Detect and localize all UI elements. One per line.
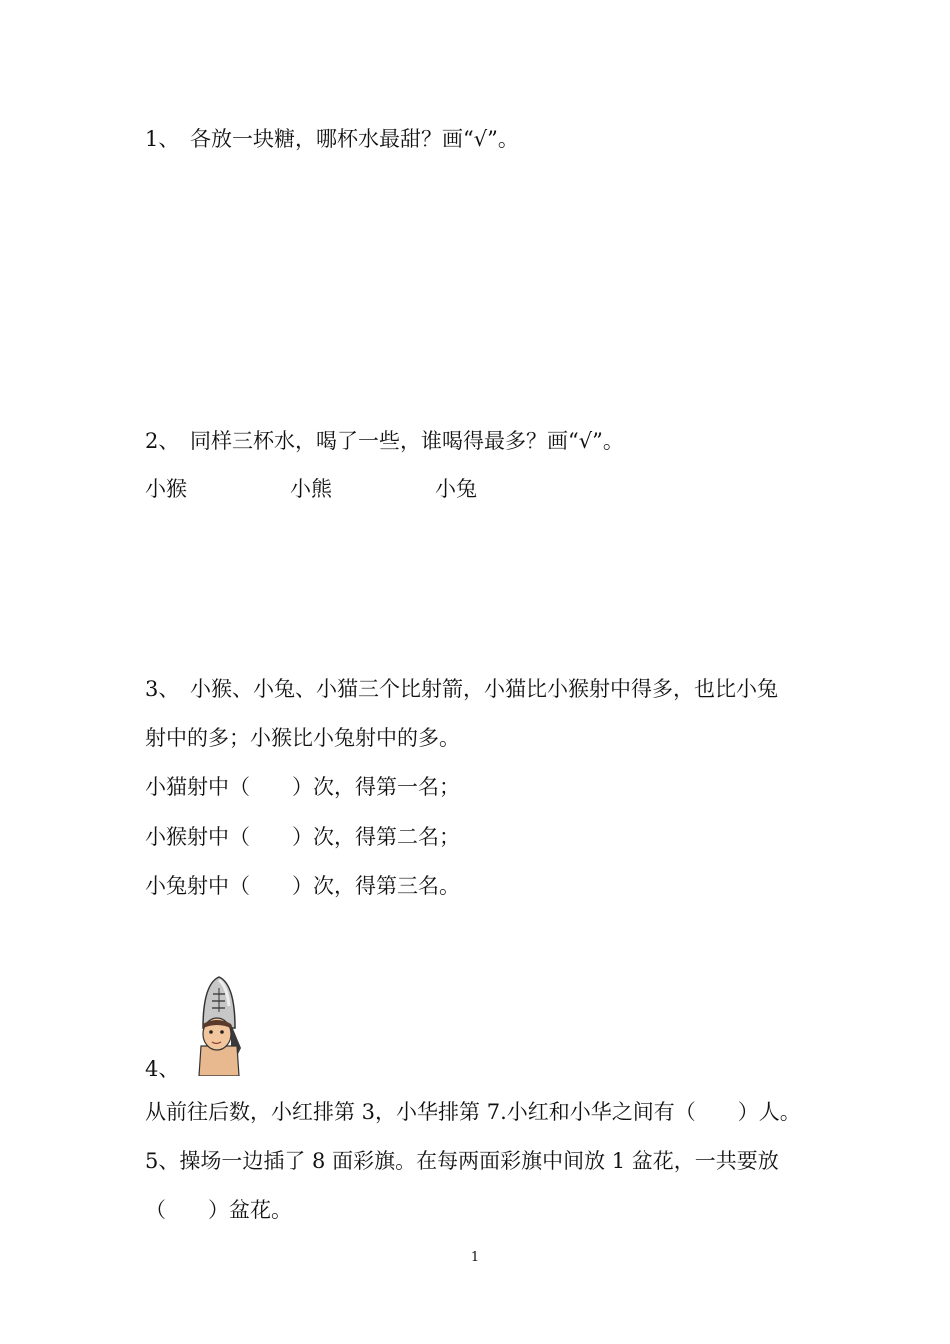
- question-2-number: 2、: [145, 429, 180, 453]
- question-3-number: 3、: [145, 677, 180, 701]
- question-1: [145, 123, 519, 153]
- question-4-text: 从前往后数，小红排第 3，小华排第 7.小红和小华之间有（ ）人。: [145, 1100, 801, 1124]
- question-2-text: 同样三杯水，喝了一些，谁喝得最多？画“√”。: [190, 429, 624, 453]
- question-3-answer-1: 小猫射中（ ）次，得第一名；: [145, 775, 460, 799]
- question-4-number: 4、: [145, 1057, 180, 1081]
- question-3-answer-2: 小猴射中（ ）次，得第二名；: [145, 825, 460, 849]
- question-5-line1: 5、操场一边插了 8 面彩旗。在每两面彩旗中间放 1 盆花，一共要放: [145, 1149, 779, 1173]
- question-3-line1: 小猴、小兔、小猫三个比射箭，小猫比小猴射中得多，也比小兔: [190, 677, 778, 701]
- question-5-line2: （ ）盆花。: [145, 1198, 292, 1222]
- page-number: 1: [470, 1250, 480, 1265]
- name-bear: 小熊: [290, 477, 332, 501]
- question-2: [145, 425, 624, 455]
- question-1-number: 1、: [145, 127, 180, 151]
- question-3: [145, 673, 778, 703]
- name-monkey: 小猴: [145, 477, 187, 501]
- question-1-text: 各放一块糖，哪杯水最甜？画“√”。: [190, 127, 519, 151]
- question-3-line2: 射中的多；小猴比小兔射中的多。: [145, 726, 460, 750]
- question-3-answer-3: 小兔射中（ ）次，得第三名。: [145, 874, 460, 898]
- cartoon-boy-image: [195, 976, 243, 1076]
- name-rabbit: 小兔: [435, 477, 477, 501]
